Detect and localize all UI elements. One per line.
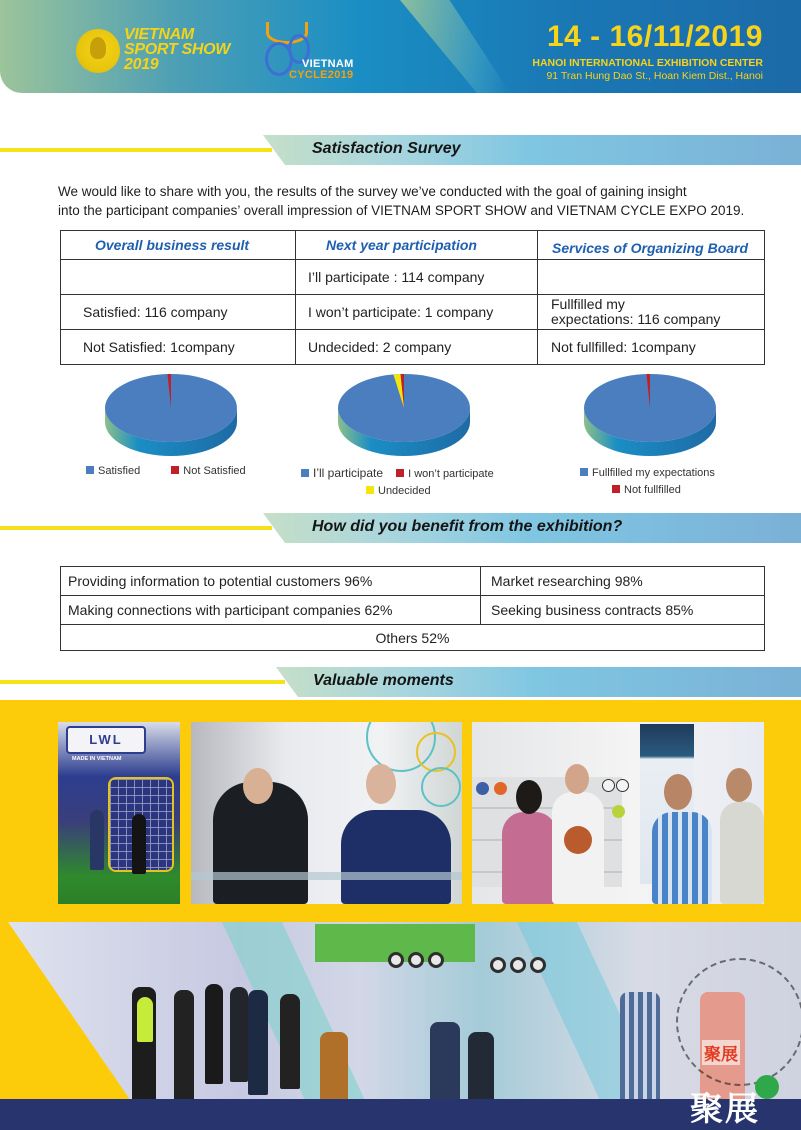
person-figure [502, 812, 557, 904]
table-cell: Making connections with participant companies 62% [61, 596, 481, 625]
cyclist-emblem-icon [76, 29, 120, 73]
pie-chart-svg [582, 372, 718, 458]
qr-code-watermark-icon [676, 958, 801, 1086]
table-cell [61, 260, 296, 295]
table-row [61, 295, 765, 330]
ball [616, 779, 629, 792]
section-title: Satisfaction Survey [312, 140, 461, 157]
person-figure [620, 992, 660, 1107]
legend-swatch [86, 466, 94, 474]
sport-show-logo-text: VIETNAM SPORT SHOW 2019 [124, 26, 231, 73]
wheel-display [490, 957, 506, 973]
table-cell: I won’t participate: 1 company [296, 295, 538, 330]
table-cell: Market researching 98% [481, 567, 765, 596]
glass-table [191, 872, 462, 880]
event-date: 14 - 16/11/2019 [546, 20, 763, 53]
wheel-display [510, 957, 526, 973]
person-figure [341, 810, 451, 904]
legend-item: I’ll participate [301, 468, 383, 480]
person-figure [248, 990, 268, 1095]
legend-swatch [580, 468, 588, 476]
table-cell: Satisfied: 116 company [61, 295, 296, 330]
legend-swatch [171, 466, 179, 474]
ball [494, 782, 507, 795]
table-row [61, 567, 765, 596]
person-figure [132, 814, 146, 874]
column-header: Overall business result [61, 231, 296, 260]
person-figure [468, 1032, 494, 1107]
pie-chart-services [582, 372, 718, 458]
table-cell [538, 260, 765, 295]
pie-chart-business-result [103, 372, 239, 458]
legend-item: Fullfilled my expectations [580, 467, 715, 479]
column-header: Services of Organizing Board [538, 231, 765, 260]
table-row [61, 260, 765, 295]
vietnam-cycle-logo [262, 20, 387, 85]
watermark-small: 聚展 [702, 1040, 740, 1065]
basketball [564, 826, 592, 854]
person-head [726, 768, 752, 802]
vietnam-sport-show-logo [76, 25, 241, 80]
table-header-row [61, 231, 765, 260]
decor-circle [421, 767, 461, 807]
ball [476, 782, 489, 795]
pie-legend [301, 466, 494, 480]
legend-item: Not Satisfied [171, 465, 245, 477]
person-head [565, 764, 589, 794]
wheel-display [530, 957, 546, 973]
person-figure [652, 812, 712, 904]
person-head [366, 764, 396, 804]
yellow-rule [0, 526, 272, 530]
legend-item: Undecided [366, 485, 431, 497]
person-head [664, 774, 692, 810]
yellow-rule [0, 148, 272, 152]
person-figure [280, 994, 300, 1089]
person-figure [430, 1022, 460, 1107]
table-row [61, 596, 765, 625]
event-address: 91 Tran Hung Dao St., Hoan Kiem Dist., Hanoi [546, 70, 763, 82]
section-banner-benefit [0, 513, 801, 543]
person-head [516, 780, 542, 814]
cycle-logo-line2: CYCLE2019 [289, 69, 354, 81]
table-cell: Others 52% [61, 625, 765, 651]
person-figure [230, 987, 248, 1082]
mannequin [174, 990, 194, 1107]
photo-ball-booth [472, 722, 764, 904]
decor-circle [416, 732, 456, 772]
section-banner-survey [0, 135, 801, 165]
legend-item: Not fullfilled [612, 484, 681, 496]
photo-business-meeting [191, 722, 462, 904]
table-cell: Undecided: 2 company [296, 330, 538, 365]
wheel-display [428, 952, 444, 968]
person-figure [720, 802, 764, 904]
legend-item: I won’t participate [396, 468, 494, 480]
pie-legend [86, 465, 246, 477]
pie-chart-svg [336, 372, 472, 458]
survey-table [60, 230, 765, 365]
column-header: Next year participation [296, 231, 538, 260]
yellow-rule [0, 680, 285, 684]
header-wedge [400, 0, 510, 93]
person-figure [320, 1032, 348, 1107]
yellow-corner [0, 922, 140, 1107]
booth-sign: LWL [66, 726, 146, 754]
header-banner [0, 0, 801, 93]
photo-gallery [0, 700, 801, 1130]
table-cell: Providing information to potential customers 96% [61, 567, 481, 596]
legend-swatch [396, 469, 404, 477]
legend-item: Satisfied [86, 465, 140, 477]
cycle-logo-line1: VIETNAM [302, 58, 354, 70]
wheel-display [388, 952, 404, 968]
ball [602, 779, 615, 792]
person-figure [90, 810, 104, 870]
table-cell: Not Satisfied: 1company [61, 330, 296, 365]
person-figure [205, 984, 223, 1084]
table-row [61, 330, 765, 365]
event-venue: HANOI INTERNATIONAL EXHIBITION CENTER [532, 57, 763, 69]
legend-swatch [612, 485, 620, 493]
legend-swatch [301, 469, 309, 477]
wheel-display [408, 952, 424, 968]
table-cell: Fullfilled my expectations: 116 company [538, 295, 765, 330]
pie-chart-svg [103, 372, 239, 458]
section-title: Valuable moments [313, 672, 454, 689]
table-cell: Seeking business contracts 85% [481, 596, 765, 625]
section-banner-moments [0, 667, 801, 697]
watermark-text: 聚展 [690, 1090, 760, 1127]
booth-made-label: MADE IN VIETNAM [72, 756, 122, 762]
mannequin-vest [137, 997, 153, 1042]
section-title: How did you benefit from the exhibition? [312, 518, 623, 535]
pie-chart-next-year [336, 372, 472, 458]
ball [612, 805, 625, 818]
table-cell: I’ll participate : 114 company [296, 260, 538, 295]
benefit-table [60, 566, 765, 651]
table-row [61, 625, 765, 651]
intro-paragraph: We would like to share with you, the results of the survey we’ve conducted with the goal of gaining insight into the participant companies’ overall impression of VIETNAM SPORT SHOW and VIETNAM CYCLE EXPO 2019. [58, 184, 745, 218]
table-cell: Not fullfilled: 1company [538, 330, 765, 365]
footer-bar [0, 1099, 801, 1130]
person-head [243, 768, 273, 804]
photo-lwl-booth [58, 722, 180, 904]
legend-swatch [366, 486, 374, 494]
